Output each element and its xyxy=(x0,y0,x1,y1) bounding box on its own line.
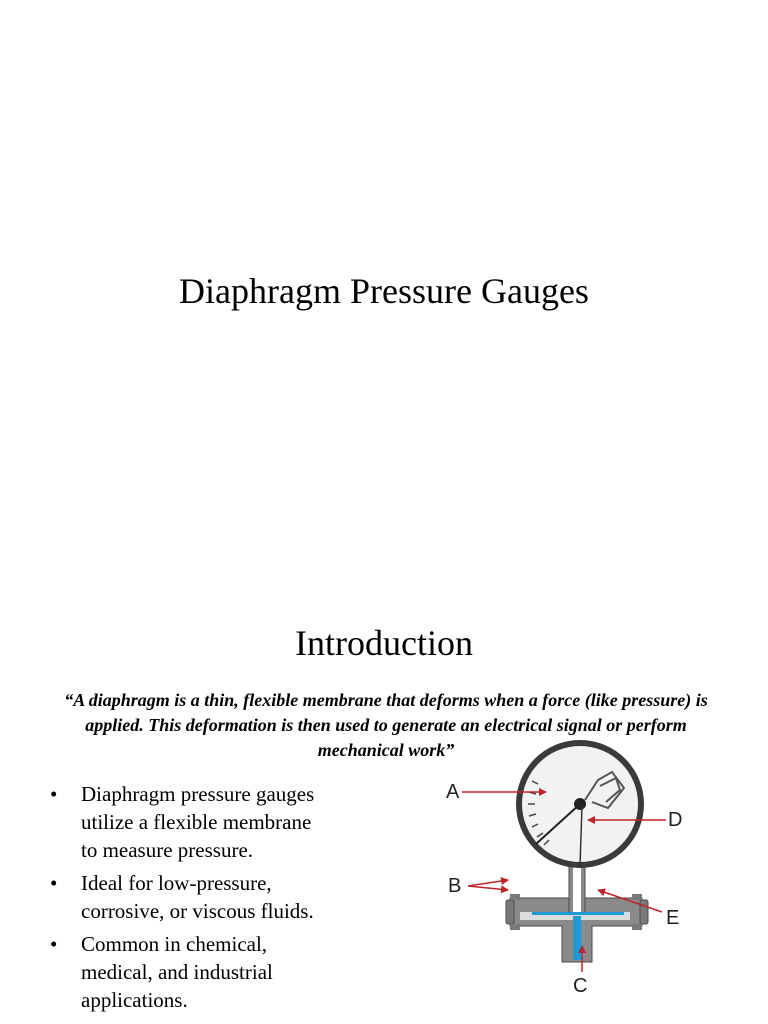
bullet-text: Diaphragm pressure gauges utilize a flexible membrane to measure pressure. xyxy=(81,782,315,862)
definition-quote: “A diaphragm is a thin, flexible membrane that deforms when a force (like pressure) is applied. This deformation is then used to generate an electrical signal or perform mechanical work” xyxy=(64,690,708,760)
diaphragm-gauge-diagram xyxy=(440,740,690,1024)
label-c: C xyxy=(573,975,588,997)
pointer-pivot xyxy=(574,798,586,810)
label-e: E xyxy=(666,907,680,929)
gauge-illustration xyxy=(440,740,690,1024)
bullet-text: Common in chemical, medical, and industrial applications. xyxy=(81,932,273,1012)
gauge-dial xyxy=(516,740,644,868)
fluid-channel xyxy=(573,916,581,960)
bullet-list xyxy=(50,780,320,1019)
diaphragm-membrane xyxy=(532,912,624,915)
bullet-text: Ideal for low-pressure, corrosive, or viscous fluids. xyxy=(81,871,314,923)
label-b: B xyxy=(448,875,462,897)
section-heading: Introduction xyxy=(295,623,473,663)
slide-title: Diaphragm Pressure Gauges xyxy=(179,271,589,311)
introduction-slide xyxy=(0,576,768,1024)
bullet-item xyxy=(50,780,320,864)
gauge-body xyxy=(506,866,648,962)
bullet-marker: • xyxy=(50,871,58,895)
bullet-item xyxy=(50,930,320,1014)
bullet-marker: • xyxy=(50,932,58,956)
bullet-marker: • xyxy=(50,782,58,806)
bullet-item xyxy=(50,869,320,925)
label-d: D xyxy=(668,809,683,831)
label-a: A xyxy=(446,781,460,803)
